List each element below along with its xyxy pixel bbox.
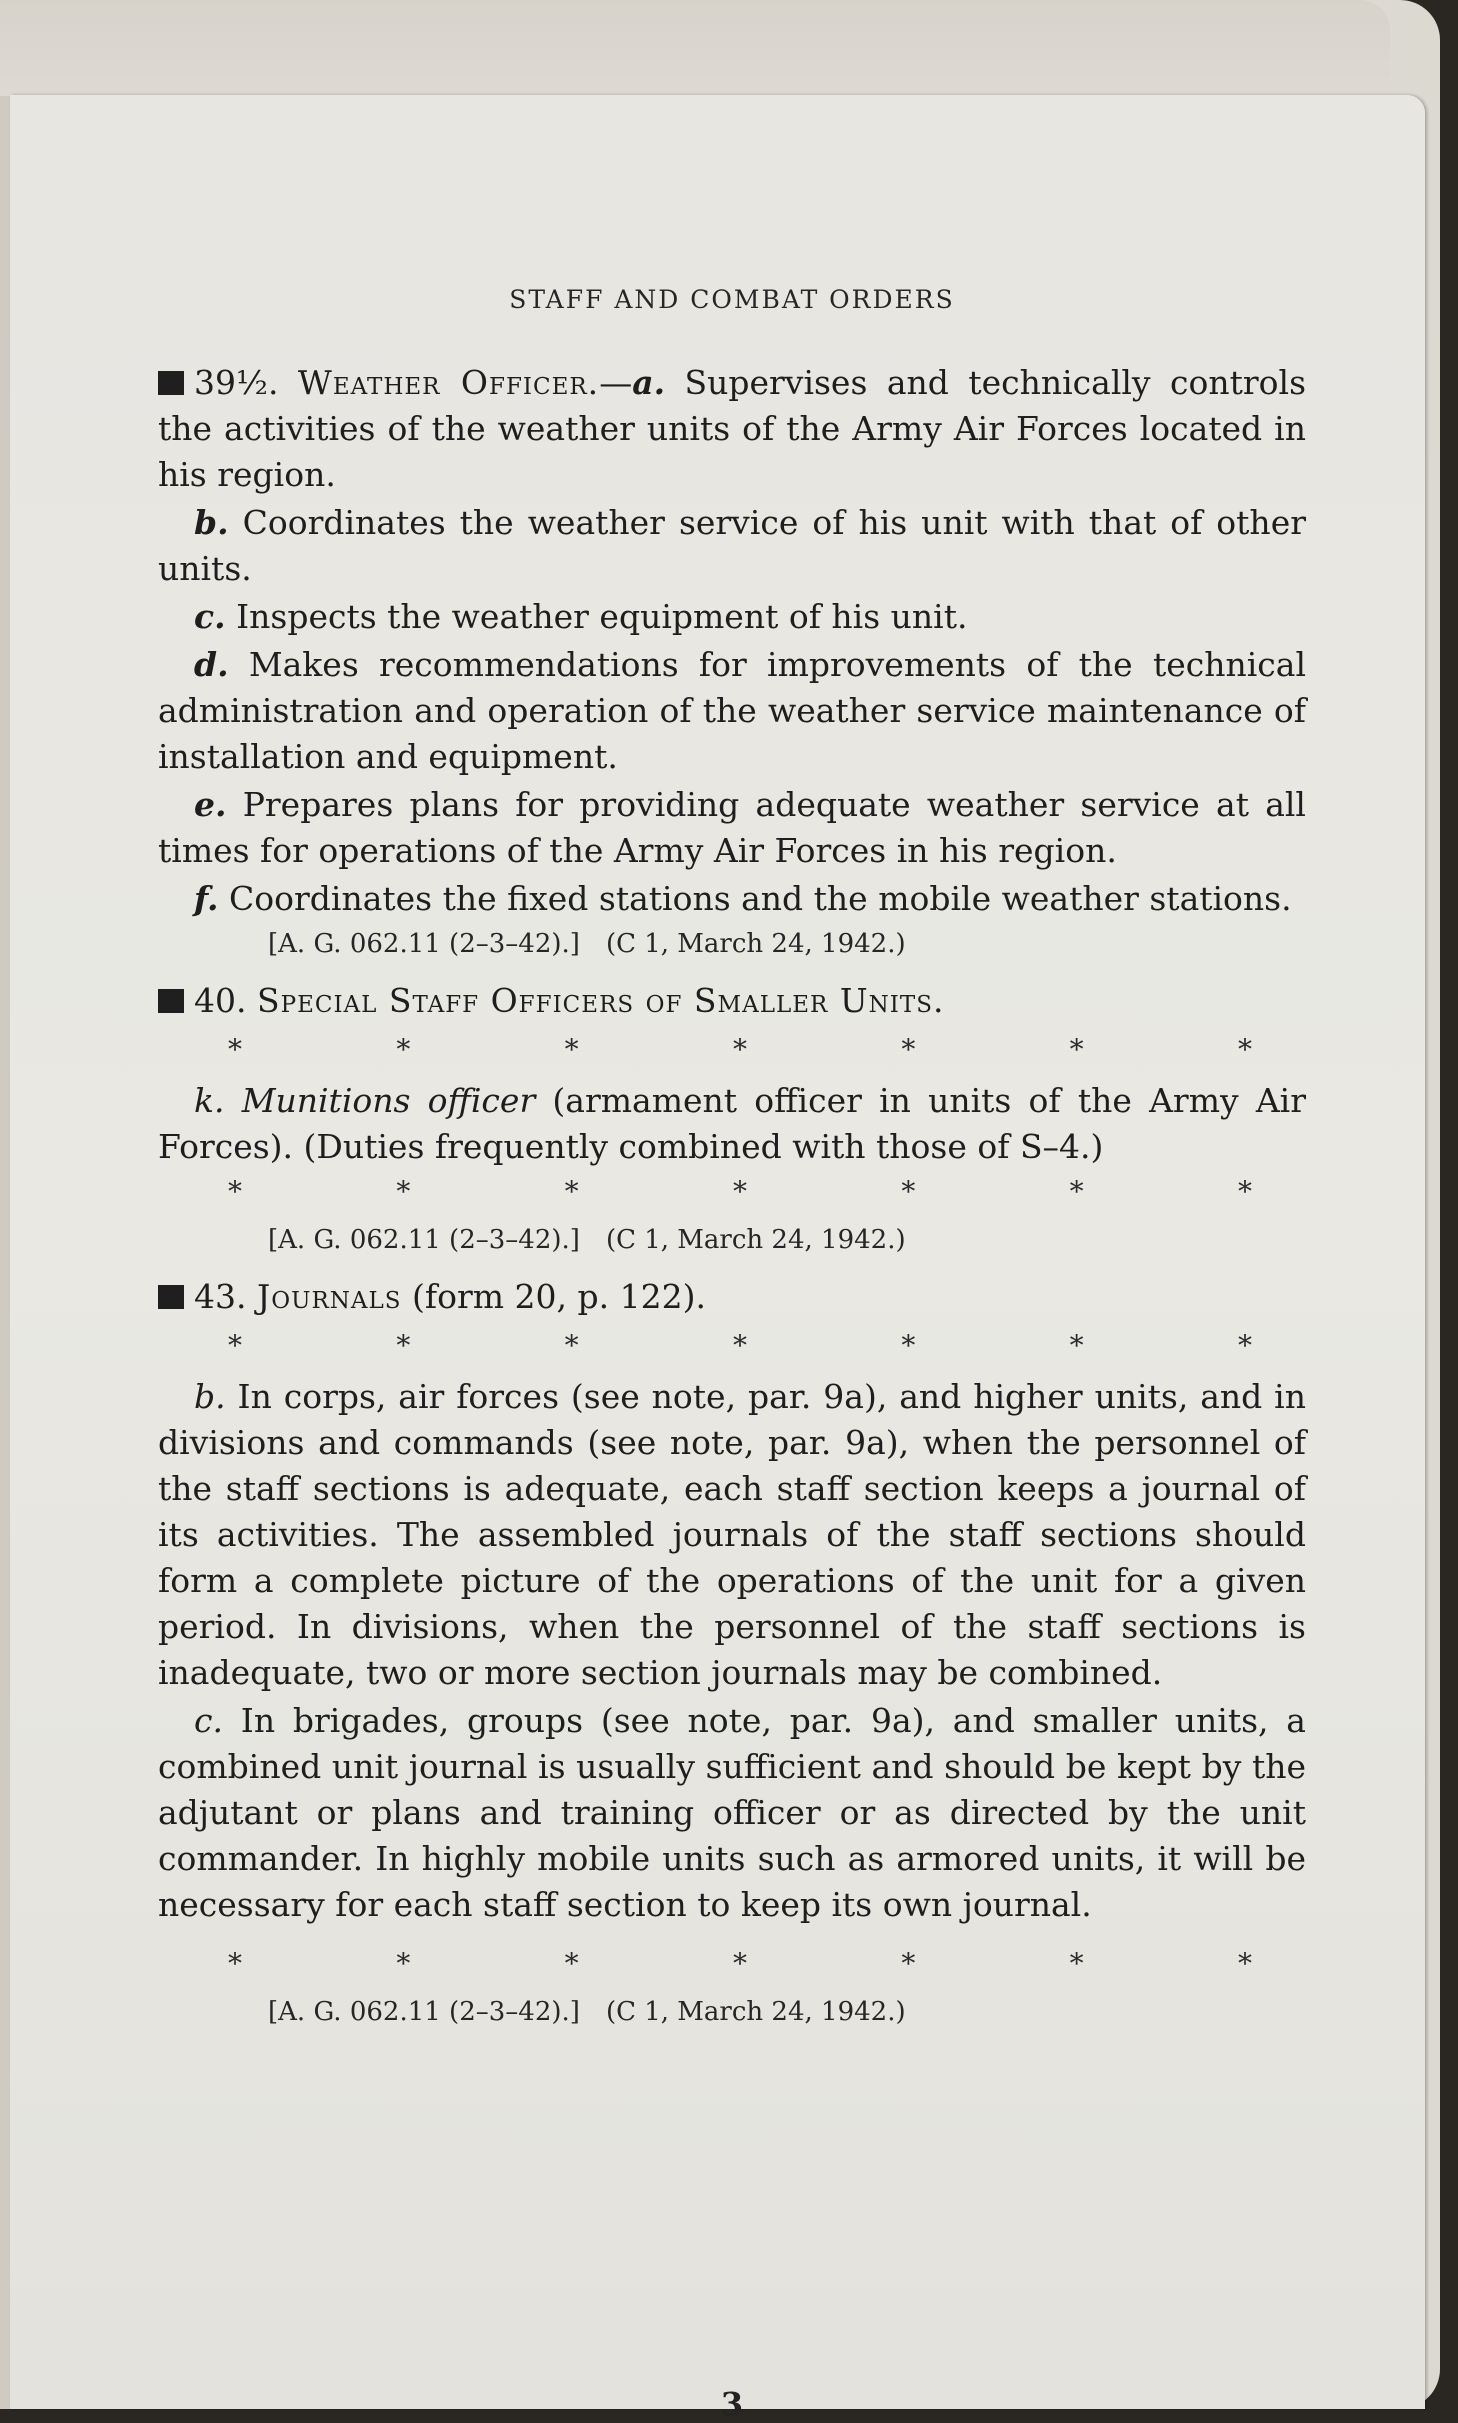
star: * [1069, 1947, 1084, 1980]
item-label: e. [194, 785, 227, 824]
section-39-c [158, 594, 1306, 640]
item-text: Makes recommendations for improvements of the technical administration and operation of the weather service maintenance of installation and equipment. [158, 645, 1306, 776]
star: * [564, 1329, 579, 1362]
star: * [1069, 1033, 1084, 1066]
star: * [1237, 1947, 1252, 1980]
item-text: Supervises and technically controls the activities of the weather units of the Army Air Forces located in his region. [158, 363, 1307, 494]
section-title: Journals [256, 1277, 402, 1316]
star: * [1237, 1033, 1252, 1066]
section-39-b [158, 500, 1306, 592]
previous-page-edge [0, 0, 1390, 96]
star: * [1069, 1175, 1084, 1208]
item-text: Coordinates the weather service of his unit with that of other units. [158, 503, 1306, 588]
item-label: c. [194, 597, 226, 636]
running-head: STAFF AND COMBAT ORDERS [509, 285, 955, 314]
item-text: Inspects the weather equipment of his unit. [236, 597, 968, 636]
star: * [732, 1329, 747, 1362]
omission-stars [158, 1326, 1306, 1366]
section-title: Weather Officer. [297, 363, 600, 402]
star: * [732, 1175, 747, 1208]
item-label: c. [194, 1701, 223, 1740]
item-text: Prepares plans for providing adequate weather service at all times for operations of the Army Air Forces in his region. [158, 785, 1306, 870]
section-43-c [158, 1698, 1306, 1928]
star: * [901, 1329, 916, 1362]
section-title: Special Staff Officers of Smaller Units. [256, 981, 945, 1020]
item-label: a. [632, 363, 666, 402]
section-number: 39½. [194, 363, 279, 402]
omission-stars [158, 1030, 1306, 1070]
citation-ref: [A. G. 062.11 (2–3–42).] [268, 1225, 580, 1255]
star: * [228, 1175, 242, 1208]
citation-change: (C 1, March 24, 1942.) [605, 929, 906, 959]
section-39-f [158, 876, 1306, 922]
section-number: 43. [194, 1277, 247, 1316]
item-label: f. [194, 879, 219, 918]
item-text: Coordinates the fixed stations and the mobile weather stations. [229, 879, 1292, 918]
item-text: In brigades, groups (see note, par. 9a), and smaller units, a combined unit journal is usually sufficient and should be kept by the adjutant or plans and training officer or as directed by the unit commander. In highly mobile units such as armored units, it will be necessary for each staff section to keep its own journal. [158, 1701, 1306, 1924]
item-label: k. [194, 1081, 225, 1120]
star: * [732, 1033, 747, 1066]
star: * [228, 1947, 242, 1980]
item-text: (armament officer in units of the Army Air Forces). (Duties frequently combined with those of S–4.) [158, 1081, 1306, 1166]
section-43-b [158, 1374, 1306, 1696]
page-number: 3 [720, 2385, 744, 2423]
star: * [901, 1947, 916, 1980]
item-text: In corps, air forces (see note, par. 9a), and higher units, and in divisions and commands (see note, par. 9a), when the personnel of the staff sections is adequate, each staff section keeps a journal of its activities. The assembled journals of the staff sections should form a complete picture of the operations of the unit for a given period. In divisions, when the personnel of the staff sections is inadequate, two or more section journals may be combined. [158, 1377, 1306, 1692]
change-marker-icon [158, 371, 184, 395]
star: * [1237, 1329, 1252, 1362]
star: * [564, 1175, 579, 1208]
em-dash: — [599, 363, 633, 402]
item-label: d. [194, 645, 229, 684]
omission-stars [158, 1944, 1306, 1984]
citation [268, 1992, 1306, 2032]
item-label: b. [194, 1377, 226, 1416]
section-40-heading [158, 978, 1306, 1024]
star: * [732, 1947, 747, 1980]
section-39-e [158, 782, 1306, 874]
omission-stars [158, 1172, 1306, 1212]
item-title: Munitions officer [241, 1081, 536, 1120]
section-39-d [158, 642, 1306, 780]
citation [268, 1220, 1306, 1260]
citation-ref: [A. G. 062.11 (2–3–42).] [268, 929, 580, 959]
star: * [1069, 1329, 1084, 1362]
star: * [901, 1033, 916, 1066]
star: * [396, 1175, 411, 1208]
citation-ref: [A. G. 062.11 (2–3–42).] [268, 1997, 580, 2027]
section-number: 40. [194, 981, 247, 1020]
section-43-heading [158, 1274, 1306, 1320]
star: * [564, 1033, 579, 1066]
page-content [158, 285, 1307, 2423]
citation [268, 924, 1306, 964]
star: * [564, 1947, 579, 1980]
star: * [396, 1033, 411, 1066]
page [10, 95, 1425, 2423]
section-title-suffix: (form 20, p. 122). [401, 1277, 706, 1316]
star: * [396, 1329, 411, 1362]
star: * [901, 1175, 916, 1208]
change-marker-icon [158, 989, 184, 1013]
citation-change: (C 1, March 24, 1942.) [605, 1997, 906, 2027]
section-40-k [158, 1078, 1306, 1170]
star: * [228, 1033, 242, 1066]
citation-change: (C 1, March 24, 1942.) [605, 1225, 906, 1255]
star: * [228, 1329, 242, 1362]
change-marker-icon [158, 1285, 184, 1309]
section-39-a [158, 360, 1306, 498]
star: * [1237, 1175, 1252, 1208]
star: * [396, 1947, 411, 1980]
item-label: b. [194, 503, 229, 542]
